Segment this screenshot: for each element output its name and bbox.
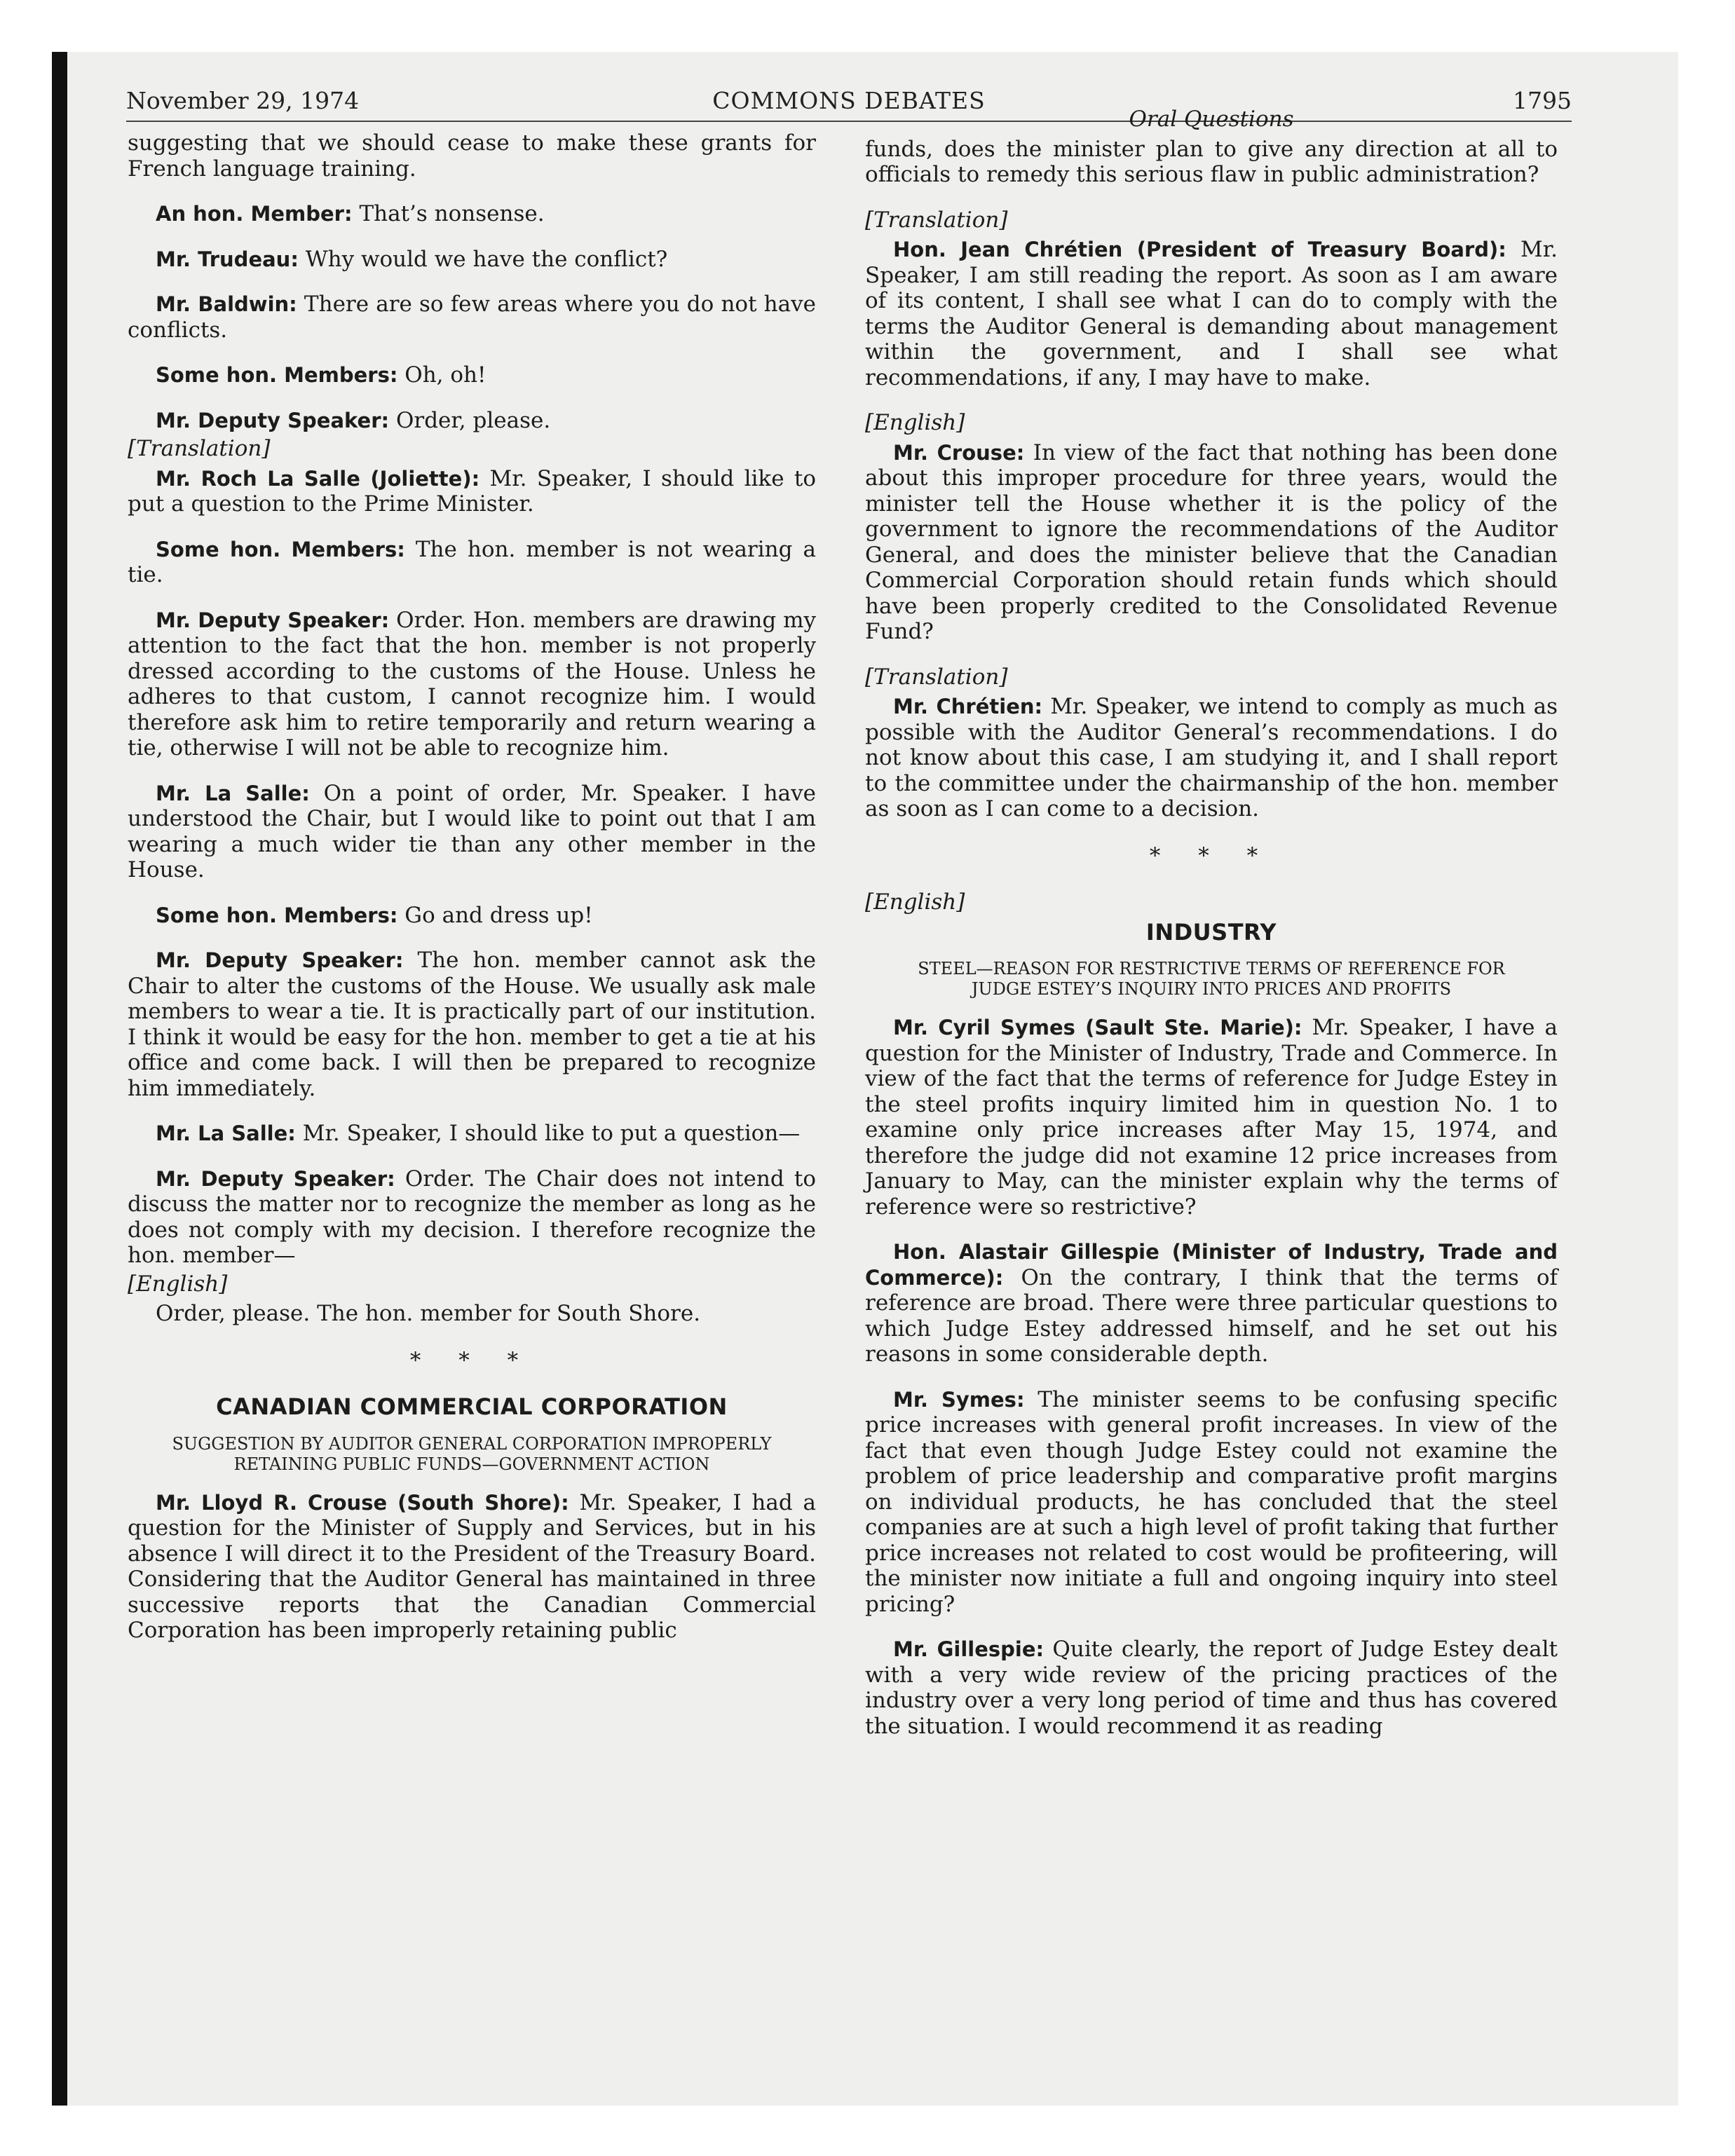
language-marker: [Translation] bbox=[865, 207, 1008, 233]
speaker-name: Mr. Deputy Speaker: bbox=[156, 1166, 395, 1191]
section-separator: * * * bbox=[1149, 842, 1274, 868]
speaker-name: Some hon. Members: bbox=[156, 903, 398, 927]
speech-text: Mr. Speaker, I should like to put a question— bbox=[295, 1121, 801, 1146]
right-column bbox=[865, 107, 1558, 1759]
paragraph bbox=[128, 608, 816, 761]
speaker-name: Hon. Jean Chrétien (President of Treasury Board): bbox=[893, 238, 1506, 261]
speaker-name: Mr. Gillespie: bbox=[893, 1637, 1045, 1661]
speaker-name: Mr. Symes: bbox=[893, 1387, 1025, 1412]
speech-text: The hon. member is not wearing a tie. bbox=[128, 536, 816, 587]
paragraph bbox=[128, 1121, 816, 1147]
section-title: INDUSTRY bbox=[1145, 918, 1277, 946]
paragraph bbox=[128, 1166, 816, 1269]
speech-text: The minister seems to be confusing specific price increases with general profit increases. In view of the fact that even though Judge Estey could not examine the problem of price leadership and comparative profit margins on individual products, he has concluded that the steel companies are at such a high level of profit taking that further price increases not related to cost would be profiteering, will the minister now initiate a full and ongoing inquiry into steel pricing? bbox=[865, 1386, 1558, 1617]
speech-text: Go and dress up! bbox=[397, 902, 593, 928]
section-title: CANADIAN COMMERCIAL CORPORATION bbox=[216, 1393, 728, 1420]
speech-text: In view of the fact that nothing has been done about this improper procedure for three years, would the minister tell the House whether it is the policy of the government to ignore the recommendations of the Auditor General, and does the minister believe that the Canadian Commercial Corporation should retain funds which should have been properly credited to the Consolidated Revenue Fund? bbox=[865, 439, 1558, 644]
paragraph bbox=[865, 1387, 1558, 1618]
left-column bbox=[128, 130, 816, 1663]
speaker-name: Mr. Lloyd R. Crouse (South Shore): bbox=[156, 1490, 569, 1515]
speech-text: Mr. Speaker, I am still reading the report. As soon as I am aware of its content, I shall see what I can do to comply with the terms the Auditor General is demanding about management within the government, and I shall see what recommendations, if any, I may have to make. bbox=[865, 237, 1558, 390]
speech-text: Order. The Chair does not intend to discuss the matter nor to recognize the member as long as he does not comply with my decision. I therefore recognize the hon. member— bbox=[128, 1166, 816, 1268]
header-date: November 29, 1974 bbox=[126, 87, 360, 114]
paragraph bbox=[865, 1239, 1558, 1367]
language-marker: [Translation] bbox=[128, 436, 271, 461]
paragraph bbox=[865, 1637, 1558, 1739]
scan-edge bbox=[52, 52, 67, 2106]
speaker-name: Mr. Deputy Speaker: bbox=[156, 408, 390, 432]
speech-text: The hon. member cannot ask the Chair to alter the customs of the House. We usually ask male members to wear a tie. It is practically part of our institution. I think it would be easy for the hon. member to get a tie at his office and come back. I will then be prepared to recognize him immediately. bbox=[128, 948, 817, 1101]
speaker-name: Mr. La Salle: bbox=[156, 1121, 296, 1145]
speech-text: There are so few areas where you do not have conflicts. bbox=[128, 292, 816, 343]
speaker-name: Mr. Roch La Salle (Joliette): bbox=[156, 466, 480, 491]
paragraph bbox=[128, 466, 816, 517]
paragraph bbox=[128, 201, 816, 227]
speaker-name: Hon. Alastair Gillespie (Minister of Industry, Trade and Commerce): bbox=[865, 1240, 1558, 1290]
speech-text: Why would we have the conflict? bbox=[298, 246, 668, 272]
paragraph bbox=[865, 440, 1558, 645]
header-title: COMMONS DEBATES bbox=[712, 87, 986, 114]
paragraph bbox=[128, 948, 816, 1101]
speaker-name: Mr. Cyril Symes (Sault Ste. Marie): bbox=[893, 1016, 1302, 1039]
subsection-title: SUGGESTION BY AUDITOR GENERAL CORPORATION IMPROPERLY RETAINING PUBLIC FUNDS—GOVERNMENT ACTION bbox=[172, 1433, 772, 1474]
column-rubric: Oral Questions bbox=[1129, 107, 1294, 132]
speaker-name: Mr. Deputy Speaker: bbox=[156, 608, 390, 632]
section-separator: * * * bbox=[409, 1347, 534, 1373]
speaker-name: Mr. Chrétien: bbox=[893, 695, 1043, 718]
speaker-name: Mr. Trudeau: bbox=[156, 247, 299, 271]
speaker-name: Some hon. Members: bbox=[156, 363, 398, 387]
speaker-name: Some hon. Members: bbox=[156, 537, 405, 561]
paragraph bbox=[865, 1015, 1558, 1220]
speaker-name: Mr. La Salle: bbox=[156, 781, 310, 805]
paragraph: suggesting that we should cease to make these grants for French language training. bbox=[128, 130, 816, 182]
language-marker: [English] bbox=[865, 889, 965, 915]
paragraph bbox=[128, 903, 816, 929]
speech-text: Oh, oh! bbox=[397, 362, 487, 388]
speaker-name: Mr. Deputy Speaker: bbox=[156, 948, 404, 972]
speech-text: On a point of order, Mr. Speaker. I have understood the Chair, but I would like to point out that I am wearing a much wider tie than any other member in the House. bbox=[128, 780, 816, 882]
paragraph bbox=[128, 247, 816, 273]
paragraph bbox=[128, 1490, 816, 1644]
speech-text: Mr. Speaker, I should like to put a question to the Prime Minister. bbox=[128, 465, 816, 517]
speech-text: That’s nonsense. bbox=[352, 201, 545, 226]
speaker-name: Mr. Baldwin: bbox=[156, 292, 297, 316]
speech-text: Mr. Speaker, I had a question for the Minister of Supply and Services, but in his absence I will direct it to the President of the Treasury Board. Considering that the Auditor General has maintained in three successive reports that the Canadian Commercial Corporation has been improperly retaining public bbox=[128, 1489, 816, 1643]
paragraph: Order, please. The hon. member for South Shore. bbox=[156, 1301, 701, 1326]
paragraph bbox=[128, 292, 816, 343]
paragraph bbox=[128, 362, 816, 388]
language-marker: [English] bbox=[128, 1271, 228, 1297]
speech-text: Mr. Speaker, we intend to comply as much as possible with the Auditor General’s recommendations. I do not know about this case, I am studying it, and I shall report to the committee under the chairmanship of the hon. member as soon as I can come to a decision. bbox=[865, 694, 1558, 821]
paragraph bbox=[128, 408, 816, 434]
speech-text: Quite clearly, the report of Judge Estey dealt with a very wide review of the pricing practices of the industry over a very long period of time and thus has covered the situation. I would recommend it as reading bbox=[865, 1637, 1558, 1739]
paragraph bbox=[865, 694, 1558, 822]
paragraph bbox=[128, 537, 816, 588]
paragraph bbox=[128, 781, 816, 883]
language-marker: [Translation] bbox=[865, 664, 1008, 690]
paragraph: funds, does the minister plan to give any direction at all to officials to remedy this serious flaw in public administration? bbox=[865, 136, 1558, 187]
speaker-name: An hon. Member: bbox=[156, 202, 353, 226]
speaker-name: Mr. Crouse: bbox=[893, 440, 1025, 465]
speech-text: Mr. Speaker, I have a question for the Minister of Industry, Trade and Commerce. In view of the fact that the terms of reference for Judge Estey in the steel profits inquiry limited him in question No. 1 to examine only price increases after May 15, 1974, and therefore the judge did not examine 12 price increases from January to May, can the minister explain why the terms of reference were so restrictive? bbox=[865, 1015, 1558, 1220]
paragraph bbox=[865, 237, 1558, 390]
subsection-title: STEEL—REASON FOR RESTRICTIVE TERMS OF REFERENCE FOR JUDGE ESTEY’S INQUIRY INTO PRICES AND PROFITS bbox=[918, 959, 1505, 999]
page-number: 1795 bbox=[1513, 87, 1572, 114]
speech-text: Order. Hon. members are drawing my attention to the fact that the hon. member is not properly dressed according to the customs of the House. Unless he adheres to that custom, I cannot recognize him. I would therefore ask him to retire temporarily and return wearing a tie, otherwise I will not be able to recognize him. bbox=[128, 607, 816, 760]
speech-text: On the contrary, I think that the terms of reference are broad. There were three particular questions to which Judge Estey addressed himself, and he set out his reasons in some considerable depth. bbox=[865, 1264, 1558, 1367]
language-marker: [English] bbox=[865, 410, 965, 435]
speech-text: Order, please. bbox=[389, 407, 551, 433]
